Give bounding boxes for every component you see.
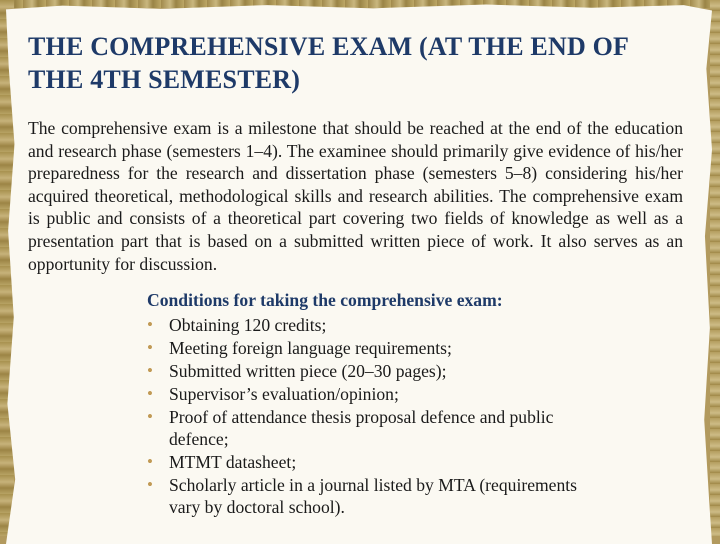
bullet-icon: • (147, 452, 153, 471)
list-item-text: Meeting foreign language requirements; (169, 338, 452, 358)
list-item (147, 360, 587, 382)
bullet-icon: • (147, 315, 153, 334)
list-item (147, 337, 587, 359)
list-item-text: Proof of attendance thesis proposal defence and public defence; (169, 407, 554, 449)
conditions-list (147, 314, 587, 519)
list-item (147, 383, 587, 405)
bullet-icon: • (147, 361, 153, 380)
decorative-frame-right (710, 0, 720, 536)
bullet-icon: • (147, 384, 153, 403)
page-title: THE COMPREHENSIVE EXAM (AT THE END OF THE 4TH SEMESTER) (28, 32, 629, 94)
list-item (147, 314, 587, 336)
list-item-text: Submitted written piece (20–30 pages); (169, 361, 447, 381)
decorative-frame-top (0, 0, 720, 8)
list-item (147, 451, 587, 473)
bullet-icon: • (147, 338, 153, 357)
list-item (147, 474, 587, 518)
bullet-icon: • (147, 407, 153, 426)
intro-paragraph: The comprehensive exam is a milestone that should be reached at the end of the education and research phase (semesters 1–4). The examinee should primarily give evidence of his/her preparedness for the research and dissertation phase (semesters 5–8) considering his/her acquired theoretical, methodological skills and research abilities. The comprehensive exam is public and consists of a theoretical part covering two fields of knowledge as well as a presentation part that is based on a submitted written piece of work. It also serves as an opportunity for discussion. (28, 118, 683, 274)
list-item-text: Obtaining 120 credits; (169, 315, 327, 335)
list-item (147, 406, 587, 450)
list-item-text: Scholarly article in a journal listed by MTA (requirements vary by doctoral school). (169, 475, 578, 517)
list-item-text: MTMT datasheet; (169, 452, 297, 472)
bullet-icon: • (147, 475, 153, 494)
conditions-heading: Conditions for taking the comprehensive exam: (147, 290, 503, 310)
list-item-text: Supervisor’s evaluation/opinion; (169, 384, 399, 404)
